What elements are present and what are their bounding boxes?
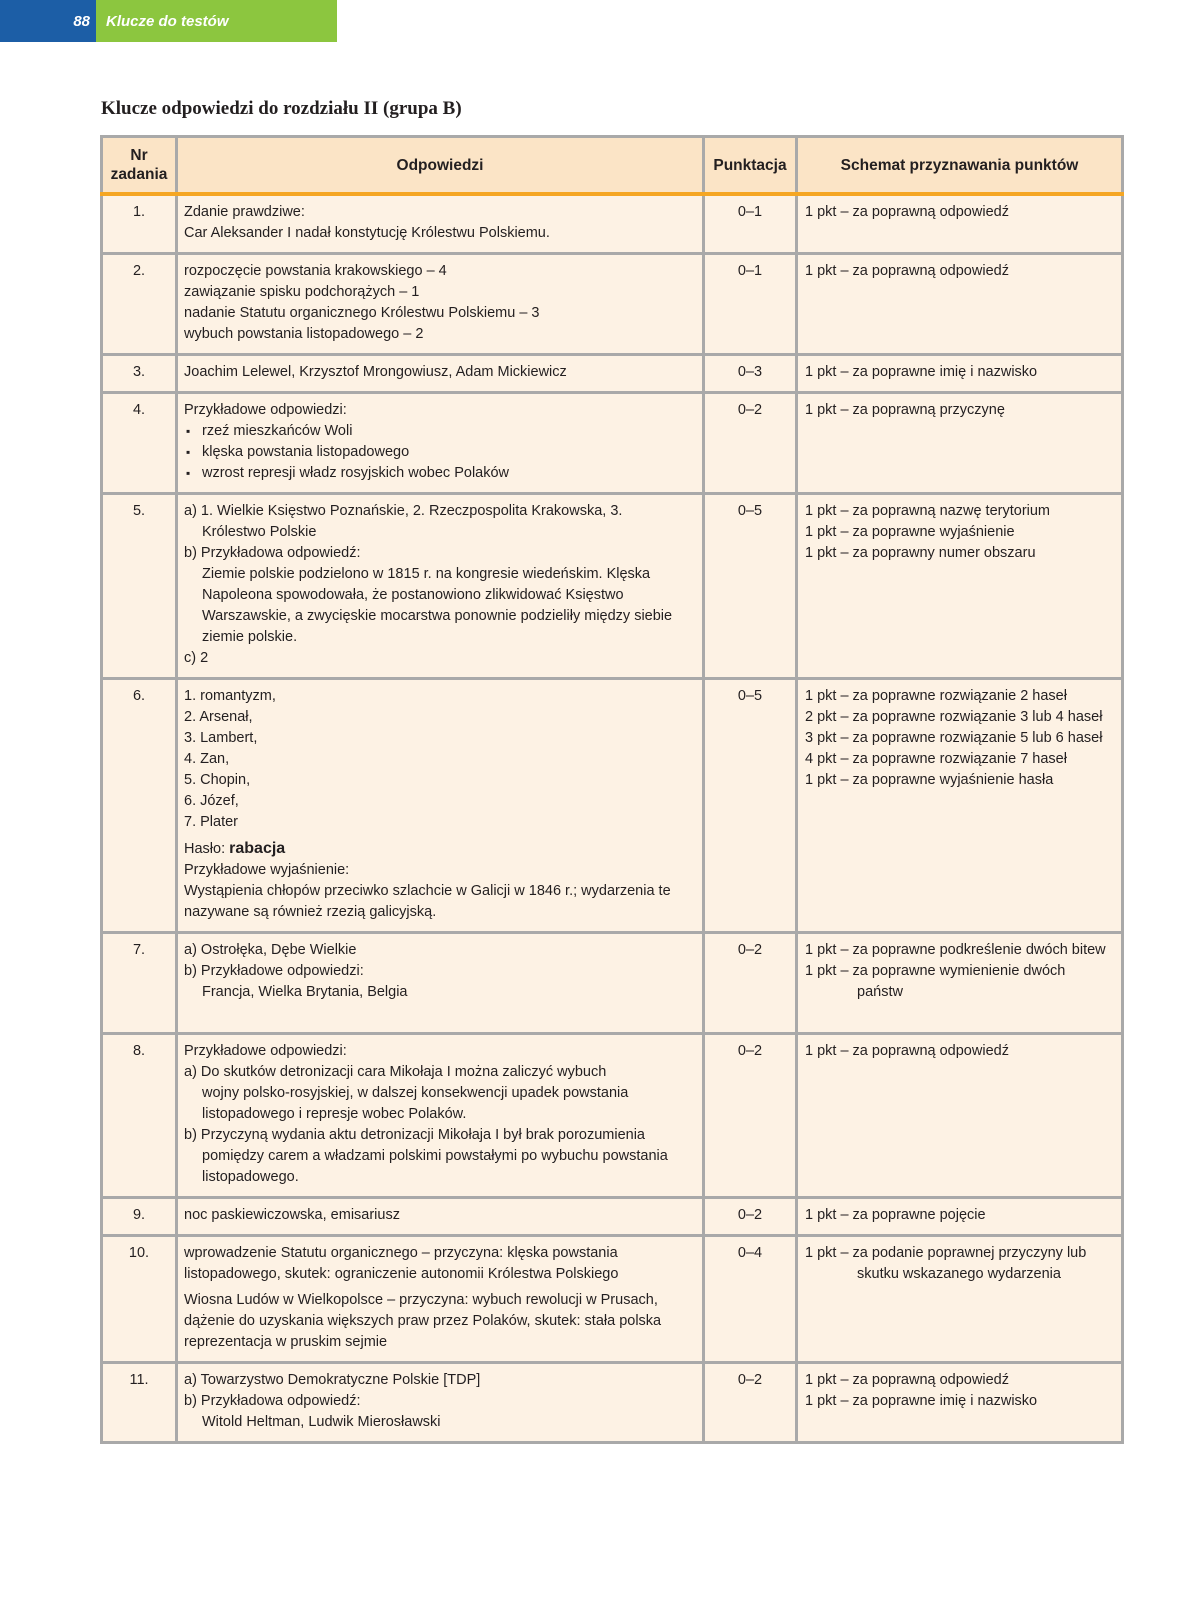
answer-cell: [177, 194, 704, 254]
table-row: [102, 679, 1123, 933]
scheme-line: 2 pkt – za poprawne rozwiązanie 3 lub 4 haseł: [805, 709, 1103, 725]
scheme-line: 1 pkt – za poprawną odpowiedź: [805, 204, 1009, 220]
scheme-cell: [797, 1236, 1123, 1363]
table-row: [102, 494, 1123, 679]
answer-part-a: a) 1. Wielkie Księstwo Poznańskie, 2. Rzeczpospolita Krakowska, 3.: [184, 503, 623, 519]
answer-cell: [177, 393, 704, 494]
header-answers: Odpowiedzi: [177, 137, 704, 195]
scheme-line: 4 pkt – za poprawne rozwiązanie 7 haseł: [805, 751, 1067, 767]
answer-line: 7. Plater: [184, 814, 238, 830]
scheme-line: 1 pkt – za poprawne rozwiązanie 2 haseł: [805, 688, 1067, 704]
table-header-row: [102, 137, 1123, 195]
page-number: 88: [0, 0, 96, 42]
task-number: 2.: [102, 254, 177, 355]
task-number: 5.: [102, 494, 177, 679]
task-number: 10.: [102, 1236, 177, 1363]
page-title: Klucze odpowiedzi do rozdziału II (grupa B): [101, 98, 462, 119]
answer-line: zawiązanie spisku podchorążych – 1: [184, 284, 420, 300]
answer-cell: [177, 679, 704, 933]
explanation-label: Przykładowe wyjaśnienie:: [184, 862, 350, 878]
scheme-cell: [797, 494, 1123, 679]
answer-cell: [177, 1236, 704, 1363]
table-row: [102, 1236, 1123, 1363]
points-cell: 0–4: [704, 1236, 797, 1363]
scheme-line: 1 pkt – za poprawną odpowiedź: [805, 1043, 1009, 1059]
section-title: Klucze do testów: [96, 0, 337, 42]
table-row: [102, 393, 1123, 494]
table-row: [102, 1034, 1123, 1198]
points-cell: 0–2: [704, 393, 797, 494]
scheme-cell: [797, 393, 1123, 494]
answer-line: 1. romantyzm,: [184, 688, 276, 704]
scheme-line: 1 pkt – za poprawne pojęcie: [805, 1207, 986, 1223]
explanation-text: Wystąpienia chłopów przeciwko szlachcie w Galicji w 1846 r.; wydarzenia te nazywane są również rzezią galicyjską.: [184, 883, 671, 920]
answer-line: nadanie Statutu organicznego Królestwu Polskiemu – 3: [184, 305, 540, 321]
answer-part-a-cont: Królestwo Polskie: [202, 524, 317, 540]
task-number: 3.: [102, 355, 177, 393]
task-number: 4.: [102, 393, 177, 494]
answer-line: 4. Zan,: [184, 751, 230, 767]
answer-cell: [177, 1198, 704, 1236]
task-number: 11.: [102, 1363, 177, 1443]
scheme-line: 1 pkt – za poprawne imię i nazwisko: [805, 1393, 1038, 1409]
answer-line: 6. Józef,: [184, 793, 239, 809]
answer-cell: [177, 933, 704, 1034]
task-number: 8.: [102, 1034, 177, 1198]
answer-key-table: [100, 135, 1124, 1444]
spacer: [184, 1003, 696, 1024]
table-row: [102, 1198, 1123, 1236]
scheme-cell: [797, 933, 1123, 1034]
table-row: [102, 933, 1123, 1034]
points-cell: 0–2: [704, 1363, 797, 1443]
answer-part-a: a) Do skutków detronizacji cara Mikołaja I można zaliczyć wybuch: [184, 1064, 607, 1080]
answer-line: 5. Chopin,: [184, 772, 251, 788]
answer-part-b: b) Przykładowa odpowiedź:: [184, 545, 361, 561]
scheme-cell: [797, 194, 1123, 254]
bullet-item: ▪ rzeź mieszkańców Woli: [184, 421, 696, 442]
scheme-cell: [797, 254, 1123, 355]
answer-part-b-text: Ziemie polskie podzielono w 1815 r. na kongresie wiedeńskim. Klęska Napoleona spowodowała, że postanowiono zlikwidować Księstwo Warszawskie, a zwycięskie mocarstwa ponownie podzieliły między siebie ziemie polskie.: [202, 566, 673, 645]
answer-cell: [177, 254, 704, 355]
points-cell: 0–2: [704, 1034, 797, 1198]
bullet-item: ▪ klęska powstania listopadowego: [184, 442, 696, 463]
haslo-label: Hasło:: [184, 841, 226, 857]
answer-paragraph: Wiosna Ludów w Wielkopolsce – przyczyna: wybuch rewolucji w Prusach, dążenie do uzyskania większych praw przez Polaków, skutek: stała polska reprezentacja w pruskim sejmie: [184, 1292, 662, 1350]
scheme-line: 1 pkt – za poprawną odpowiedź: [805, 263, 1009, 279]
answer-cell: [177, 355, 704, 393]
answer-line: 3. Lambert,: [184, 730, 258, 746]
table-row: [102, 194, 1123, 254]
page-header: [0, 0, 337, 42]
header-scheme: Schemat przyznawania punktów: [797, 137, 1123, 195]
answer-line: wybuch powstania listopadowego – 2: [184, 326, 424, 342]
answer-part-a: a) Ostrołęka, Dębe Wielkie: [184, 942, 357, 958]
scheme-line: 1 pkt – za poprawne podkreślenie dwóch bitew: [805, 942, 1106, 958]
answer-part-b: b) Przykładowe odpowiedzi:: [184, 963, 364, 979]
answer-part-c: c) 2: [184, 650, 209, 666]
answer-cell: [177, 1034, 704, 1198]
scheme-line: 1 pkt – za poprawny numer obszaru: [805, 545, 1036, 561]
haslo-line: [184, 838, 696, 860]
answer-line: Car Aleksander I nadał konstytucję Królestwu Polskiemu.: [184, 225, 550, 241]
answer-part-b-text: Francja, Wielka Brytania, Belgia: [202, 984, 408, 1000]
answer-line: rozpoczęcie powstania krakowskiego – 4: [184, 263, 447, 279]
scheme-cell: [797, 355, 1123, 393]
scheme-cell: [797, 1363, 1123, 1443]
table-row: [102, 1363, 1123, 1443]
scheme-cell: [797, 679, 1123, 933]
task-number: 6.: [102, 679, 177, 933]
scheme-line: 1 pkt – za poprawne wyjaśnienie: [805, 524, 1015, 540]
answer-line: 2. Arsenał,: [184, 709, 253, 725]
scheme-line: 1 pkt – za poprawne wymienienie dwóch państw: [805, 963, 1066, 1000]
task-number: 9.: [102, 1198, 177, 1236]
points-cell: 0–5: [704, 679, 797, 933]
answer-intro: Przykładowe odpowiedzi:: [184, 1043, 347, 1059]
answer-line: Joachim Lelewel, Krzysztof Mrongowiusz, Adam Mickiewicz: [184, 364, 567, 380]
answer-part-b-text: Witold Heltman, Ludwik Mierosławski: [202, 1414, 441, 1430]
answer-part-a-cont: wojny polsko-rosyjskiej, w dalszej konsekwencji upadek powstania listopadowego i represje wobec Polaków.: [202, 1085, 629, 1122]
answer-line: Zdanie prawdziwe:: [184, 204, 305, 220]
scheme-line: 1 pkt – za poprawne wyjaśnienie hasła: [805, 772, 1054, 788]
points-cell: 0–2: [704, 933, 797, 1034]
answer-paragraph: wprowadzenie Statutu organicznego – przyczyna: klęska powstania listopadowego, skutek: ograniczenie autonomii Królestwa Polskiego: [184, 1245, 619, 1282]
points-cell: 0–1: [704, 254, 797, 355]
scheme-line: 1 pkt – za podanie poprawnej przyczyny lub skutku wskazanego wydarzenia: [805, 1245, 1087, 1282]
table-row: [102, 355, 1123, 393]
scheme-line: 3 pkt – za poprawne rozwiązanie 5 lub 6 haseł: [805, 730, 1103, 746]
answer-intro: Przykładowe odpowiedzi:: [184, 402, 347, 418]
bullet-item: ▪ wzrost represji władz rosyjskich wobec Polaków: [184, 463, 696, 484]
answer-line: noc paskiewiczowska, emisariusz: [184, 1207, 400, 1223]
answer-cell: [177, 494, 704, 679]
answer-part-b: b) Przyczyną wydania aktu detronizacji Mikołaja I był brak porozumienia: [184, 1127, 645, 1143]
scheme-line: 1 pkt – za poprawną odpowiedź: [805, 1372, 1009, 1388]
points-cell: 0–3: [704, 355, 797, 393]
haslo-value: rabacja: [229, 840, 286, 857]
header-nr: Nr zadania: [102, 137, 177, 195]
answer-part-b-cont: pomiędzy carem a władzami polskimi powstałymi po wybuchu powstania listopadowego.: [202, 1148, 668, 1185]
points-cell: 0–5: [704, 494, 797, 679]
task-number: 1.: [102, 194, 177, 254]
table-row: [102, 254, 1123, 355]
answer-part-b: b) Przykładowa odpowiedź:: [184, 1393, 361, 1409]
scheme-cell: [797, 1198, 1123, 1236]
scheme-line: 1 pkt – za poprawną przyczynę: [805, 402, 1005, 418]
answer-cell: [177, 1363, 704, 1443]
header-points: Punktacja: [704, 137, 797, 195]
answer-part-a: a) Towarzystwo Demokratyczne Polskie [TDP]: [184, 1372, 481, 1388]
scheme-line: 1 pkt – za poprawną nazwę terytorium: [805, 503, 1051, 519]
scheme-line: 1 pkt – za poprawne imię i nazwisko: [805, 364, 1038, 380]
scheme-cell: [797, 1034, 1123, 1198]
points-cell: 0–1: [704, 194, 797, 254]
points-cell: 0–2: [704, 1198, 797, 1236]
task-number: 7.: [102, 933, 177, 1034]
